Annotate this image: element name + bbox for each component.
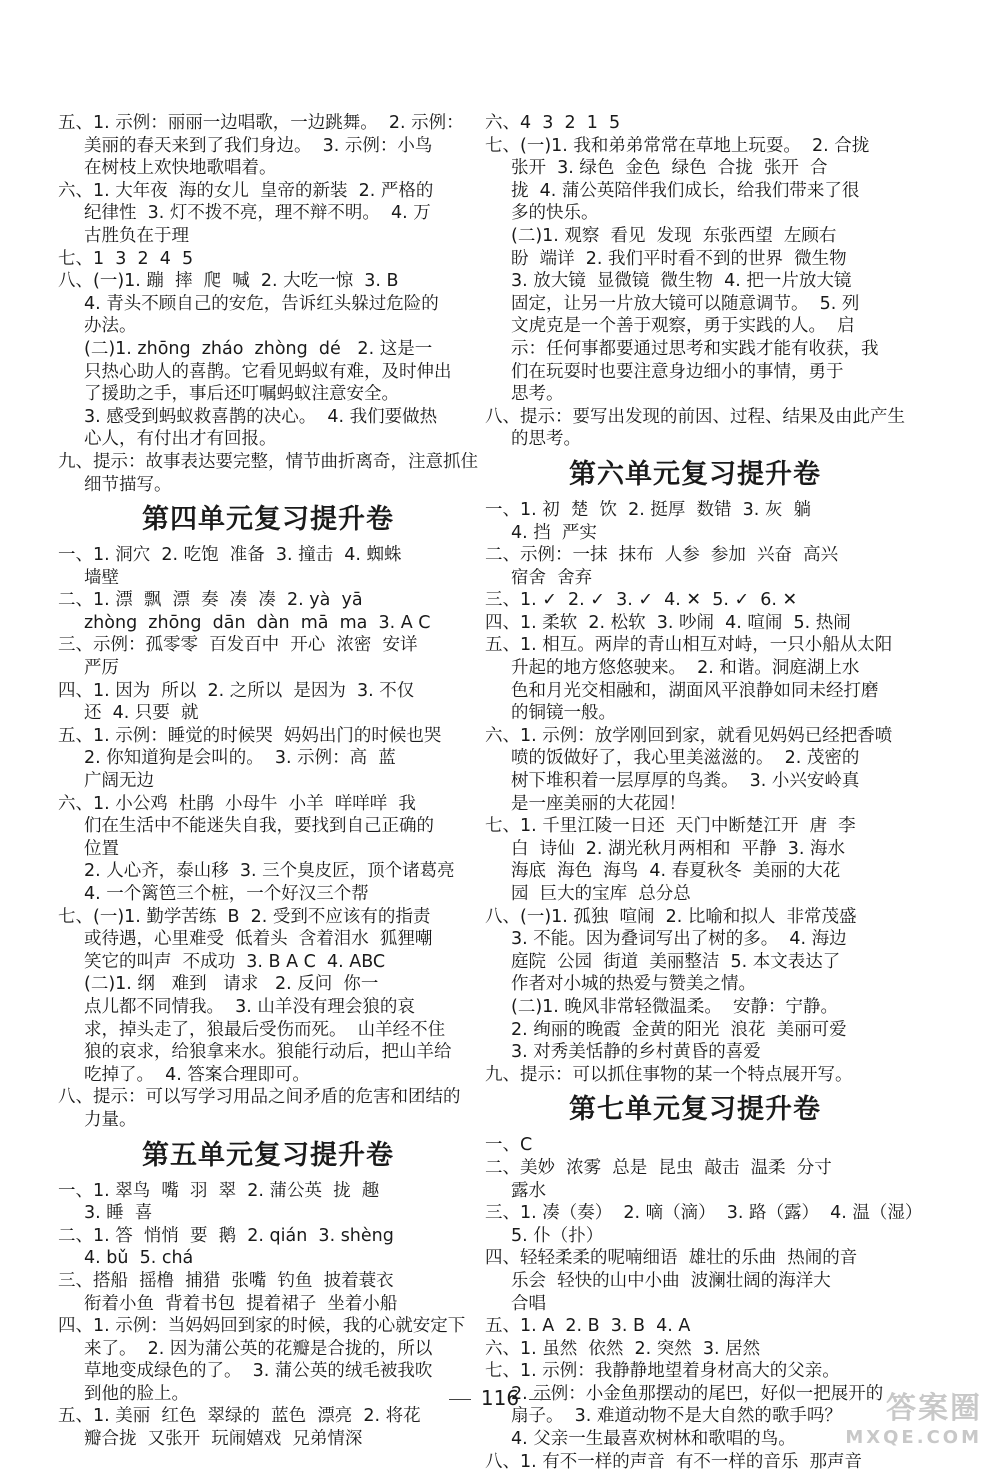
answer-line-continuation: 作者对小城的热爱与赞美之情。 [511,974,756,995]
answer-line: 一、1. 洞穴 2. 吃饱 准备 3. 撞击 4. 蜘蛛 [58,545,402,566]
answer-line-continuation: 来了。 2. 因为蒲公英的花瓣是合拢的，所以 [84,1338,433,1359]
answer-line-continuation: 4. bǔ 5. chá [84,1248,194,1269]
answer-line-continuation: (二)1. 观察 看见 发现 东张西望 左顾右 [511,225,837,246]
answer-line-continuation: 求，掉头走了，狼最后受伤而死。 山羊经不住 [84,1019,446,1040]
answer-line-continuation: 3. 睡 喜 [84,1203,153,1224]
section-title: 第六单元复习提升卷 [569,458,821,490]
watermark-bottom: MXQE.COM [845,1427,982,1448]
answer-line-continuation: (二)1. zhōng zháo zhòng dé 2. 这是一 [84,338,433,359]
answer-line-continuation: 古胜负在于理 [84,225,189,246]
answer-line-continuation: 的思考。 [511,429,581,450]
answer-line: 三、1. ✓ 2. ✓ 3. ✓ 4. ✕ 5. ✓ 6. ✕ [485,590,798,611]
answer-line-continuation: 3. 放大镜 显微镜 微生物 4. 把一片放大镜 [511,271,852,292]
answer-line-continuation: 4. 青头不顾自己的安危，告诉红头躲过危险的 [84,293,439,314]
page-number-dash-left [449,1399,471,1400]
answer-line: 六、1. 示例：放学刚回到家，就看见妈妈已经把香喷 [485,725,893,746]
answer-line: 三、搭船 摇橹 捕猎 张嘴 钓鱼 披着蓑衣 [58,1270,394,1291]
answer-line-continuation: 在树枝上欢快地歌唱着。 [84,158,277,179]
answer-line-continuation: 们在生活中不能迷失自我，要找到自己正确的 [84,816,434,837]
answer-line-continuation: 位置 [84,838,119,859]
answer-line-continuation: 心人，有付出才有回报。 [84,429,277,450]
answer-line-continuation: 墙壁 [84,567,119,588]
answer-line-continuation: 色和月光交相融和，湖面风平浪静如同未经打磨 [511,680,879,701]
answer-line-continuation: 吃掉了。 4. 答案合理即可。 [84,1064,310,1085]
answer-line-continuation: 瓣合拢 又张开 玩闹嬉戏 兄弟情深 [84,1429,363,1450]
answer-line: 七、1 3 2 4 5 [58,248,194,269]
answer-line: 七、(一)1. 勤学苦练 B 2. 受到不应该有的指责 [58,906,431,927]
answer-line: 七、(一)1. 我和弟弟常常在草地上玩耍。 2. 合拢 [485,135,870,156]
answer-line: 二、1. 答 悄悄 要 鹅 2. qián 3. shèng [58,1225,394,1246]
answer-line: 四、1. 柔软 2. 松软 3. 吵闹 4. 喧闹 5. 热闹 [485,612,851,633]
answer-line-continuation: 只热心助人的喜鹊。它看见蚂蚁有难，及时伸出 [84,361,452,382]
answer-line-continuation: 海底 海色 海鸟 4. 春夏秋冬 美丽的大花 [511,861,841,882]
answer-line: 五、1. 示例：丽丽一边唱歌，一边跳舞。 2. 示例： [58,113,464,133]
answer-line: 四、轻轻柔柔的呢喃细语 雄壮的乐曲 热闹的音 [485,1248,858,1269]
answer-line-continuation: 4. 一个篱笆三个桩，一个好汉三个帮 [84,884,369,904]
watermark [845,1383,982,1448]
answer-line-continuation: 示：任何事都要通过思考和实践才能有收获，我 [511,338,879,359]
answer-line-continuation: 办法。 [84,316,137,337]
answer-line-continuation: 扇子。 3. 难道动物不是大自然的歌手吗？ [511,1406,842,1427]
answer-line: 三、1. 凑（奏） 2. 嘀（滴） 3. 路（露） 4. 温（湿） [485,1203,923,1224]
answer-line: 五、1. A 2. B 3. B 4. A [485,1316,691,1337]
answer-line-continuation: 张开 3. 绿色 金色 绿色 合拢 张开 合 [511,158,828,179]
answer-line: 六、1. 大年夜 海的女儿 皇帝的新装 2. 严格的 [58,180,434,201]
answer-line-continuation: 了援助之手，事后还叮嘱蚂蚁注意安全。 [84,384,399,405]
answer-line-continuation: 力量。 [84,1109,137,1130]
answer-line-continuation: 2. 你知道狗是会叫的。 3. 示例：高 蓝 [84,748,396,769]
answer-line-continuation: 白 诗仙 2. 湖光秋月两相和 平静 3. 海水 [511,838,846,859]
answer-line: 二、美妙 浓雾 总是 昆虫 敲击 温柔 分寸 [485,1157,832,1178]
answer-line: 四、1. 因为 所以 2. 之所以 是因为 3. 不仅 [58,680,415,701]
answer-line-continuation: 狼的哀求，给狼拿来水。狼能行动后，把山羊给 [84,1042,452,1063]
answer-line-continuation: 露水 [511,1180,546,1201]
answer-line-continuation: 宿舍 舍弃 [511,567,593,588]
answer-line-continuation: 或待遇，心里难受 低着头 含着泪水 狐狸嘲 [84,929,433,950]
answer-line-continuation: (二)1. 纲 难到 请求 2. 反问 你一 [84,974,379,995]
answer-line: 三、示例：孤零零 百发百中 开心 浓密 安详 [58,635,418,656]
answer-line-continuation: 拢 4. 蒲公英陪伴我们成长，给我们带来了很 [511,180,860,201]
answer-line-continuation: 合唱 [511,1293,546,1314]
answer-line-continuation: 3. 不能。因为叠词写出了树的多。 4. 海边 [511,929,847,950]
answer-line-continuation: 草地变成绿色的了。 3. 蒲公英的绒毛被我吹 [84,1361,433,1382]
answer-line-continuation: 庭院 公园 街道 美丽整洁 5. 本文表达了 [511,951,841,972]
answer-line-continuation: 4. 父亲一生最喜欢树林和歌唱的鸟。 [511,1429,796,1450]
answer-line: 一、C [485,1135,533,1156]
answer-line-continuation: 衔着小鱼 背着书包 提着裙子 坐着小船 [84,1293,398,1314]
answer-line-continuation: 纪律性 3. 灯不拨不亮，理不辩不明。 4. 万 [84,203,431,224]
answer-line: 八、1. 有不一样的声音 有不一样的音乐 那声音 [485,1451,863,1472]
answer-line-continuation: 思考。 [511,384,564,405]
answer-line-continuation: 固定，让另一片放大镜可以随意调节。 5. 列 [511,293,860,314]
answer-line-continuation: 喷的饭做好了，我心里美滋滋的。 2. 茂密的 [511,748,860,769]
answer-line: 二、示例：一抹 抹布 人参 参加 兴奋 高兴 [485,545,839,566]
answer-line: 二、1. 漂 飘 漂 奏 凑 凑 2. yà yā [58,590,363,611]
answer-line-continuation: 严厉 [84,658,119,679]
answer-line-continuation: 点儿都不同情我。 3. 山羊没有理会狼的哀 [84,996,415,1017]
answer-line: 七、1. 示例：我静静地望着身材高大的父亲。 [485,1361,840,1382]
answer-line: 五、1. 美丽 红色 翠绿的 蓝色 漂亮 2. 将花 [58,1406,421,1427]
answer-line: 五、1. 相互。两岸的青山相互对峙，一只小船从太阳 [485,635,893,656]
answer-line-continuation: 4. 挡 严实 [511,522,597,543]
answer-line: 一、1. 翠鸟 嘴 羽 翠 2. 蒲公英 拢 趣 [58,1180,380,1201]
answer-line: 六、1. 虽然 依然 2. 突然 3. 居然 [485,1338,761,1359]
answer-line-continuation: 2. 绚丽的晚霞 金黄的阳光 浪花 美丽可爱 [511,1019,847,1040]
answer-line-continuation: (二)1. 晚风非常轻微温柔。 安静：宁静。 [511,996,839,1017]
answer-line: 五、1. 示例：睡觉的时候哭 妈妈出门的时候也哭 [58,725,442,746]
answer-line-continuation: 园 巨大的宝库 总分总 [511,884,691,904]
answer-line-continuation: zhòng zhōng dān dàn mā ma 3. A C [84,612,431,633]
answer-line: 九、提示：可以抓住事物的某一个特点展开写。 [485,1064,853,1085]
answer-line-continuation: 还 4. 只要 就 [84,703,199,724]
page-number-dash-right [529,1399,551,1400]
answer-line-continuation: 美丽的春天来到了我们身边。 3. 示例：小鸟 [84,135,433,156]
answer-line-continuation: 乐会 轻快的山中小曲 波澜壮阔的海洋大 [511,1270,831,1291]
answer-line: 六、1. 小公鸡 杜鹃 小母牛 小羊 咩咩咩 我 [58,793,416,814]
answer-line-continuation: 们在玩耍时也要注意身边细小的事情，勇于 [511,361,844,382]
answer-line-continuation: 5. 仆（扑） [511,1225,604,1246]
answer-line-continuation: 的铜镜一般。 [511,703,616,724]
answer-line-continuation: 2. 示例：小金鱼那摆动的尾巴，好似一把展开的 [511,1383,884,1404]
answer-line-continuation: 笑它的叫声 不成功 3. B A C 4. ABC [84,951,386,972]
section-title: 第七单元复习提升卷 [569,1094,821,1126]
left-column [58,112,478,1451]
page-number-text: 116 [480,1386,520,1410]
answer-line-continuation: 多的快乐。 [511,203,599,224]
answer-line: 七、1. 千里江陵一日还 天门中断楚江开 唐 李 [485,816,856,837]
section-title: 第五单元复习提升卷 [142,1139,394,1171]
answer-line: 八、提示：可以写学习用品之间矛盾的危害和团结的 [58,1087,461,1108]
answer-line-continuation: 盼 端详 2. 我们平时看不到的世界 微生物 [511,248,847,269]
answer-line-continuation: 树下堆积着一层厚厚的鸟粪。 3. 小兴安岭真 [511,771,860,792]
answer-line-continuation: 升起的地方悠悠驶来。 2. 和谐。洞庭湖上水 [511,658,860,679]
answer-line-continuation: 3. 感受到蚂蚁救喜鹊的决心。 4. 我们要做热 [84,406,438,427]
answer-line-continuation: 是一座美丽的大花园！ [511,793,686,814]
answer-line: 六、4 3 2 1 5 [485,113,621,133]
answer-line: 八、(一)1. 孤独 喧闹 2. 比喻和拟人 非常茂盛 [485,906,857,927]
watermark-top: 答案圈 [886,1391,982,1426]
answer-line: 八、提示：要写出发现的前因、过程、结果及由此产生 [485,406,905,427]
answer-line-continuation: 2. 人心齐，泰山移 3. 三个臭皮匠，顶个诸葛亮 [84,861,455,882]
answer-line: 一、1. 初 楚 饮 2. 挺厚 数错 3. 灰 躺 [485,499,812,520]
answer-line-continuation: 细节描写。 [84,474,172,495]
answer-line: 九、提示：故事表达要完整，情节曲折离奇，注意抓住 [58,451,478,472]
answer-line-continuation: 文虎克是一个善于观察，勇于实践的人。 启 [511,316,855,337]
section-title: 第四单元复习提升卷 [142,504,394,536]
answer-line-continuation: 到他的脸上。 [84,1383,189,1404]
answer-line: 八、(一)1. 蹦 摔 爬 喊 2. 大吃一惊 3. B [58,271,399,292]
answer-line-continuation: 3. 对秀美恬静的乡村黄昏的喜爱 [511,1042,761,1063]
answer-line: 四、1. 示例：当妈妈回到家的时候，我的心就安定下 [58,1316,466,1337]
answer-line-continuation: 广阔无边 [84,771,154,792]
